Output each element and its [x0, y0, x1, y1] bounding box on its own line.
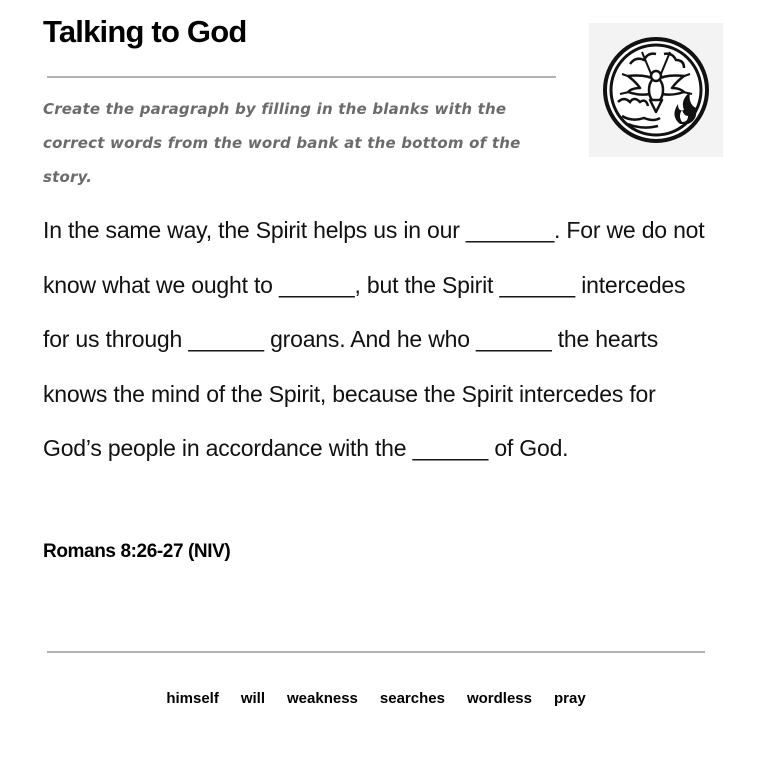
passage-text: the hearts knows the mind of the Spirit, because the Spirit intercedes for God’s people in accordance with the	[43, 326, 659, 461]
header-divider	[47, 76, 556, 78]
holy-spirit-dove-emblem-icon	[602, 36, 710, 144]
scripture-reference: Romans 8:26-27 (NIV)	[43, 541, 231, 562]
word-bank-item[interactable]: himself	[166, 690, 219, 707]
passage-text: In the same way, the Spirit helps us in our	[43, 217, 466, 243]
fill-in-blank-3[interactable]: ______	[499, 271, 575, 298]
passage-text: intercedes for us through	[43, 271, 686, 352]
passage-text: of God.	[488, 435, 569, 461]
passage-text: groans. And he who	[263, 326, 476, 352]
word-bank-item[interactable]: wordless	[466, 690, 532, 707]
scripture-passage	[43, 203, 713, 476]
fill-in-blank-1[interactable]: _______	[465, 217, 555, 243]
word-bank-item[interactable]: searches	[379, 690, 445, 707]
fill-in-blank-2[interactable]: ______	[278, 271, 355, 298]
word-bank-item[interactable]: weakness	[287, 690, 358, 707]
fill-in-blank-6[interactable]: ______	[412, 435, 489, 461]
word-bank-item[interactable]: pray	[553, 690, 586, 707]
word-bank-divider	[47, 651, 705, 653]
instructions-text: Create the paragraph by filling in the blanks with the correct words from the word bank at the bottom of the story.	[43, 100, 521, 186]
fill-in-blank-4[interactable]: ______	[188, 326, 264, 352]
word-bank	[0, 690, 752, 707]
word-bank-item[interactable]: will	[240, 690, 265, 707]
fill-in-blank-5[interactable]: ______	[475, 326, 552, 352]
worksheet-title: Talking to God	[43, 14, 247, 49]
passage-text: , but the Spirit	[354, 271, 500, 298]
emblem-image	[589, 23, 723, 157]
passage-text: . For we do not know what we ought to	[43, 217, 705, 298]
